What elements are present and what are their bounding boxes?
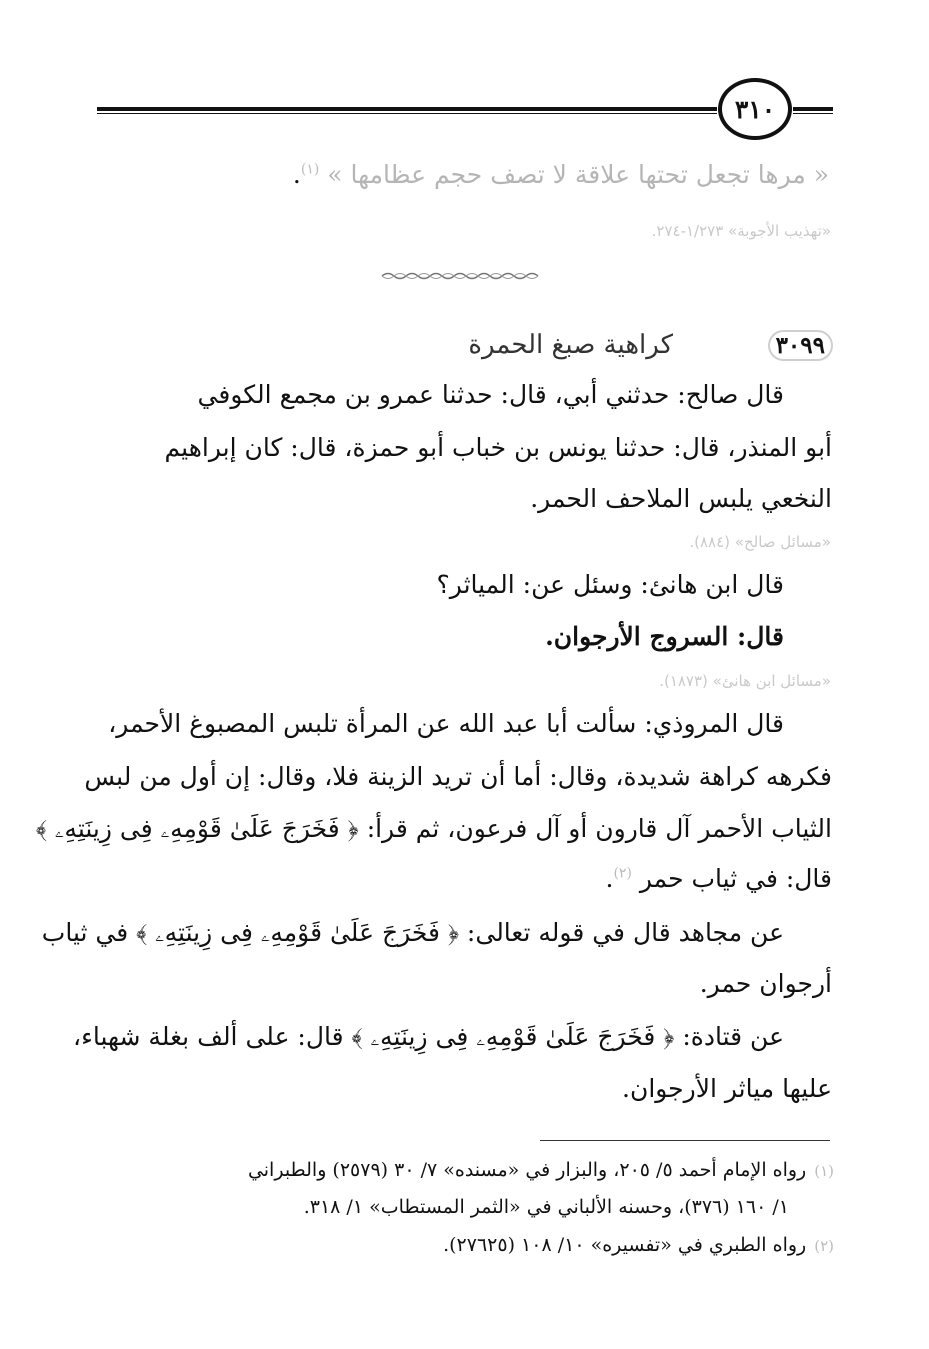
header-rule (97, 107, 717, 114)
footnote-text: رواه الطبري في «تفسيره» ١٠/ ١٠٨ (٢٧٦٢٥). (443, 1234, 807, 1256)
header-rule-right (793, 107, 833, 114)
para1-line: النخعي يلبس الملاحف الحمر. (530, 484, 832, 513)
footnote-number: (١) (814, 1162, 834, 1180)
para1-line: أبو المنذر، قال: حدثنا يونس بن خباب أبو حمزة، قال: كان إبراهيم (164, 433, 832, 462)
footnote-rule (540, 1140, 830, 1141)
para2-line: قال: السروج الأرجوان. (545, 622, 784, 651)
section-number: ٣٠٩٩ (768, 330, 833, 361)
page-number: ٣١٠ (718, 78, 792, 140)
para1-line: قال صالح: حدثني أبي، قال: حدثنا عمرو بن مجمع الكوفي (197, 380, 784, 409)
top-source: «تهذيب الأجوبة» ١/٢٧٣-٢٧٤. (651, 222, 831, 240)
para3-line: الثياب الأحمر آل قارون أو آل فرعون، ثم قرأ: ﴿ فَخَرَجَ عَلَىٰ قَوْمِهِۦ فِى زِينَتِهِۦ ﴾ (35, 814, 832, 843)
footnote (443, 1233, 834, 1258)
source-note: «مسائل صالح» (٨٨٤). (689, 533, 831, 551)
para3-line: فكرهه كراهة شديدة، وقال: أما أن تريد الزينة فلا، وقال: إن أول من لبس (84, 762, 832, 791)
top-quote-text: « مرها تجعل تحتها علاقة لا تصف حجم عظامها » (319, 160, 829, 189)
section-title: كراهية صبغ الحمرة (468, 330, 673, 360)
footnote-number: (٢) (814, 1237, 834, 1255)
para2-line: قال ابن هانئ: وسئل عن: المياثر؟ (436, 570, 784, 599)
para4-line: أرجوان حمر. (699, 969, 832, 998)
para3-line: قال المروذي: سألت أبا عبد الله عن المرأة تلبس المصبوغ الأحمر، (108, 709, 784, 738)
footnote (248, 1158, 834, 1183)
para3-line (605, 864, 832, 894)
footnote-continuation: ١/ ١٦٠ (٣٧٦)، وحسنه الألباني في «الثمر المستطاب» ١/ ٣١٨. (303, 1196, 789, 1218)
para3-last-text: قال: في ثياب حمر (631, 864, 832, 893)
para5-line: عن قتادة: ﴿ فَخَرَجَ عَلَىٰ قَوْمِهِۦ فِى زِينَتِهِۦ ﴾ قال: على ألف بغلة شهباء، (73, 1022, 784, 1051)
para4-line: عن مجاهد قال في قوله تعالى: ﴿ فَخَرَجَ عَلَىٰ قَوْمِهِۦ فِى زِينَتِهِۦ ﴾ في ثياب (41, 918, 784, 947)
para3-end: . (605, 864, 614, 893)
top-quote-end: . (292, 160, 301, 189)
top-quote (293, 160, 829, 190)
ornament-divider-icon (380, 270, 540, 282)
footnote-ref-2: (٢) (613, 865, 632, 882)
footnote-text: رواه الإمام أحمد ٥/ ٢٠٥، والبزار في «مسنده» ٧/ ٣٠ (٢٥٧٩) والطبراني (247, 1159, 807, 1181)
source-note: «مسائل ابن هانئ» (١٨٧٣). (659, 672, 831, 690)
section-heading (96, 330, 833, 370)
para5-line: عليها مياثر الأرجوان. (622, 1074, 832, 1103)
footnote-ref-1: (١) (300, 161, 320, 178)
